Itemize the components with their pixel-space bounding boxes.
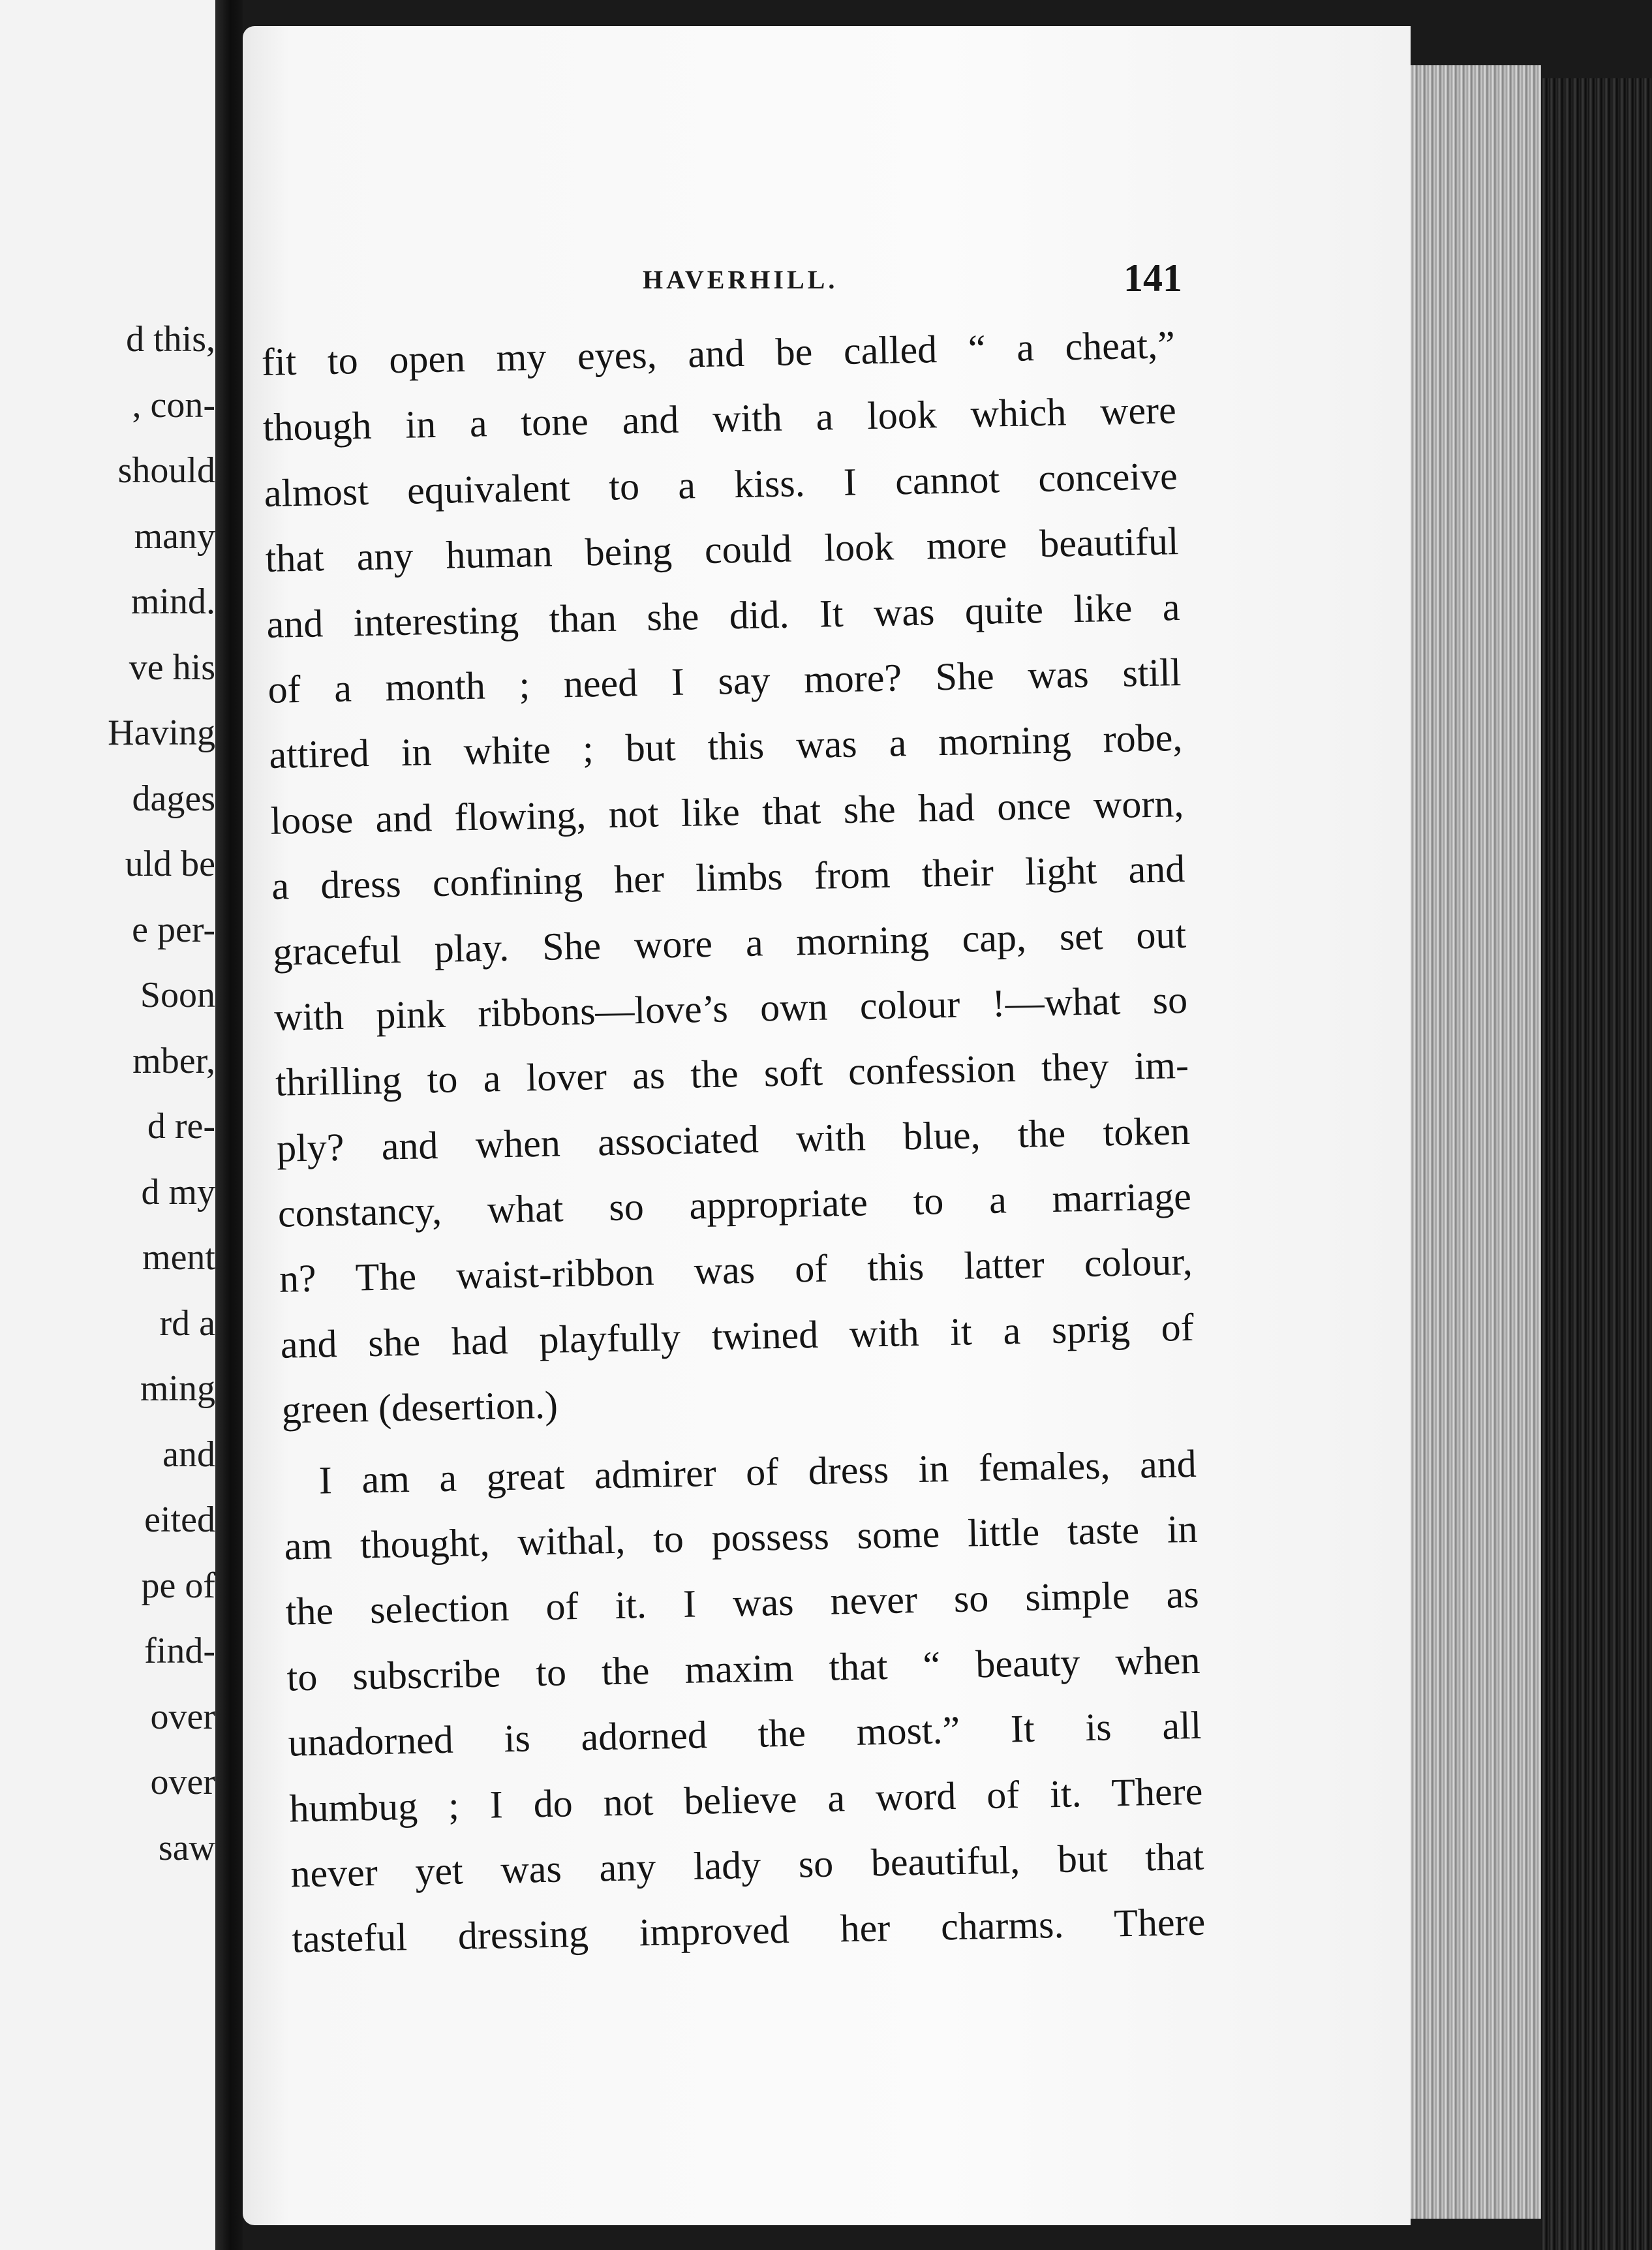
- text-line: a dress confining her limbs from their light and: [271, 847, 1185, 908]
- text-line: with pink ribbons—love’s own colour !—what so: [273, 978, 1188, 1039]
- text-line: mber,: [132, 1040, 215, 1081]
- text-line: thrilling to a lover as the soft confession they im-: [275, 1043, 1189, 1105]
- text-line: though in a tone and with a look which were: [262, 388, 1177, 450]
- text-line: Soon: [140, 975, 215, 1015]
- text-line: find-: [144, 1631, 215, 1671]
- text-line: , con-: [132, 384, 215, 425]
- book-cover-edge: [1541, 78, 1652, 2250]
- text-line: d this,: [126, 319, 215, 360]
- text-line: saw: [158, 1827, 215, 1868]
- text-line: should: [117, 450, 215, 491]
- text-line: of a month ; need I say more? She was still: [267, 650, 1182, 711]
- text-line: graceful play. She wore a morning cap, set out: [272, 912, 1187, 974]
- text-line: ve his: [129, 647, 215, 688]
- text-line: n? The waist-ribbon was of this latter colour,: [279, 1240, 1193, 1301]
- text-line: am thought, withal, to possess some little taste in: [284, 1507, 1199, 1568]
- facing-page-left: [0, 0, 215, 2250]
- text-line: ply? and when associated with blue, the token: [276, 1109, 1191, 1170]
- text-line: never yet was any lady so beautiful, but that: [290, 1834, 1204, 1896]
- text-line: tasteful dressing improved her charms. There: [291, 1900, 1206, 1961]
- text-line: to subscribe to the maxim that “ beauty when: [286, 1638, 1201, 1699]
- text-line: that any human being could look more beautiful: [265, 519, 1180, 581]
- page-number: 141: [1124, 256, 1182, 300]
- text-line: and she had playfully twined with it a sprig of: [280, 1305, 1195, 1366]
- text-line: the selection of it. I was never so simple as: [285, 1573, 1200, 1634]
- text-line: uld be: [125, 844, 215, 884]
- text-line: ment: [142, 1237, 215, 1278]
- text-line: attired in white ; but this was a morning robe,: [268, 716, 1183, 777]
- text-line: d re-: [147, 1106, 215, 1147]
- text-line: loose and flowing, not like that she had once worn,: [269, 781, 1184, 842]
- text-line: dages: [132, 778, 215, 819]
- text-line: I am a great admirer of dress in females, and: [318, 1441, 1197, 1502]
- text-line: Having: [108, 713, 215, 753]
- text-line: e per-: [132, 909, 215, 950]
- text-line: rd a: [159, 1302, 215, 1344]
- text-line: unadorned is adorned the most.” It is all: [287, 1703, 1202, 1765]
- body-text: [261, 312, 1206, 1972]
- text-line: green (desertion.): [281, 1383, 558, 1432]
- facing-page-text: [0, 307, 215, 1881]
- text-line: and: [162, 1434, 215, 1475]
- book-gutter: [215, 0, 243, 2250]
- text-line: over: [150, 1762, 215, 1802]
- text-line: eited: [144, 1500, 215, 1540]
- page-fore-edge: [1411, 65, 1541, 2219]
- text-line: d my: [141, 1171, 215, 1212]
- text-line: almost equivalent to a kiss. I cannot conceive: [264, 454, 1178, 515]
- text-line: ming: [140, 1368, 215, 1409]
- text-line: fit to open my eyes, and be called “ a cheat,”: [261, 323, 1176, 384]
- running-head: HAVERHILL.: [643, 265, 838, 294]
- text-line: over: [150, 1696, 215, 1737]
- text-line: many: [134, 516, 215, 557]
- text-line: mind.: [130, 581, 215, 622]
- text-line: constancy, what so appropriate to a marriage: [277, 1174, 1192, 1235]
- text-line: humbug ; I do not believe a word of it. There: [288, 1769, 1203, 1830]
- text-line: pe of: [141, 1565, 215, 1606]
- text-line: and interesting than she did. It was quite like a: [266, 585, 1181, 646]
